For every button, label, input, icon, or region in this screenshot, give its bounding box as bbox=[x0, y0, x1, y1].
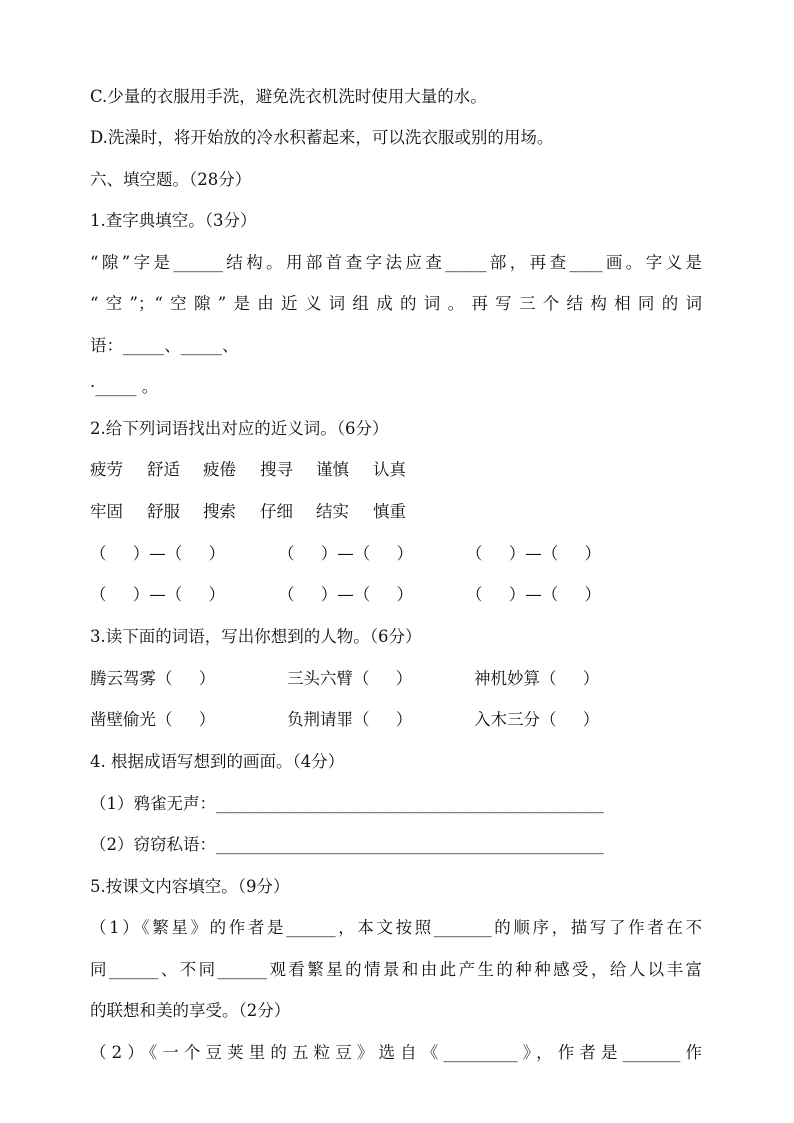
word: 仔细 bbox=[260, 502, 293, 521]
q4-item-2: （2）窃窃私语：_______________________________________________ bbox=[90, 835, 604, 854]
word: 搜寻 bbox=[260, 460, 293, 479]
q3-title: 3.读下面的词语，写出你想到的人物。（6分） bbox=[90, 627, 422, 646]
word: 慎重 bbox=[373, 502, 406, 521]
word: 认真 bbox=[373, 460, 406, 479]
idiom-item: 神机妙算（ ） bbox=[474, 669, 600, 688]
word: 舒服 bbox=[147, 502, 180, 521]
section-heading: 六、填空题。（28分） bbox=[90, 170, 252, 189]
idiom-item: 腾云驾雾（ ） bbox=[90, 669, 216, 688]
word: 舒适 bbox=[147, 460, 180, 479]
q1-title: 1.查字典填空。（3分） bbox=[90, 211, 257, 230]
answer-pair: （ ）—（ ） bbox=[90, 585, 225, 604]
option-d: D.洗澡时，将开始放的冷水积蓄起来，可以洗衣服或别的用场。 bbox=[90, 128, 554, 147]
q5-p2-line-1: （2）《一个豆荚里的五粒豆》选自《_________》，作者是_______作 bbox=[90, 1043, 702, 1062]
q1-line-4: ·_____ 。 bbox=[90, 377, 159, 396]
idiom-item: 入木三分（ ） bbox=[474, 710, 600, 729]
q4-item-1: （1）鸦雀无声：_______________________________________________ bbox=[90, 794, 604, 813]
word: 搜索 bbox=[203, 502, 236, 521]
q5-p1-line-3: 的联想和美的享受。（2分） bbox=[90, 1001, 291, 1020]
q5-title: 5.按课文内容填空。（9分） bbox=[90, 877, 290, 896]
q1-line-3: 语：_____、_____、 bbox=[90, 336, 239, 355]
option-c: C.少量的衣服用手洗，避免洗衣机洗时使用大量的水。 bbox=[90, 87, 487, 106]
q1-line-1: “隙”字是______结构。用部首查字法应查_____部，再查____画。字义是 bbox=[90, 253, 702, 272]
answer-pair: （ ）—（ ） bbox=[278, 585, 413, 604]
word: 牢固 bbox=[90, 502, 123, 521]
word: 疲倦 bbox=[203, 460, 236, 479]
answer-pair: （ ）—（ ） bbox=[466, 585, 601, 604]
q1-line-2: “空”；“空隙”是由近义词组成的词。再写三个结构相同的词 bbox=[90, 294, 702, 313]
word: 结实 bbox=[316, 502, 349, 521]
idiom-item: 凿壁偷光（ ） bbox=[90, 710, 216, 729]
q2-title: 2.给下列词语找出对应的近义词。（6分） bbox=[90, 419, 389, 438]
answer-pair: （ ）—（ ） bbox=[90, 544, 225, 563]
q4-title: 4. 根据成语写想到的画面。（4分） bbox=[90, 752, 345, 771]
idiom-item: 三头六臂（ ） bbox=[287, 669, 413, 688]
q5-p1-line-1: （1）《繁星》的作者是______，本文按照_______的顺序，描写了作者在不 bbox=[90, 918, 702, 937]
word: 谨慎 bbox=[316, 460, 349, 479]
word: 疲劳 bbox=[90, 460, 123, 479]
answer-pair: （ ）—（ ） bbox=[278, 544, 413, 563]
answer-pair: （ ）—（ ） bbox=[466, 544, 601, 563]
idiom-item: 负荆请罪（ ） bbox=[287, 710, 413, 729]
q5-p1-line-2: 同______、不同______观看繁星的情景和由此产生的种种感受，给人以丰富 bbox=[90, 960, 702, 979]
